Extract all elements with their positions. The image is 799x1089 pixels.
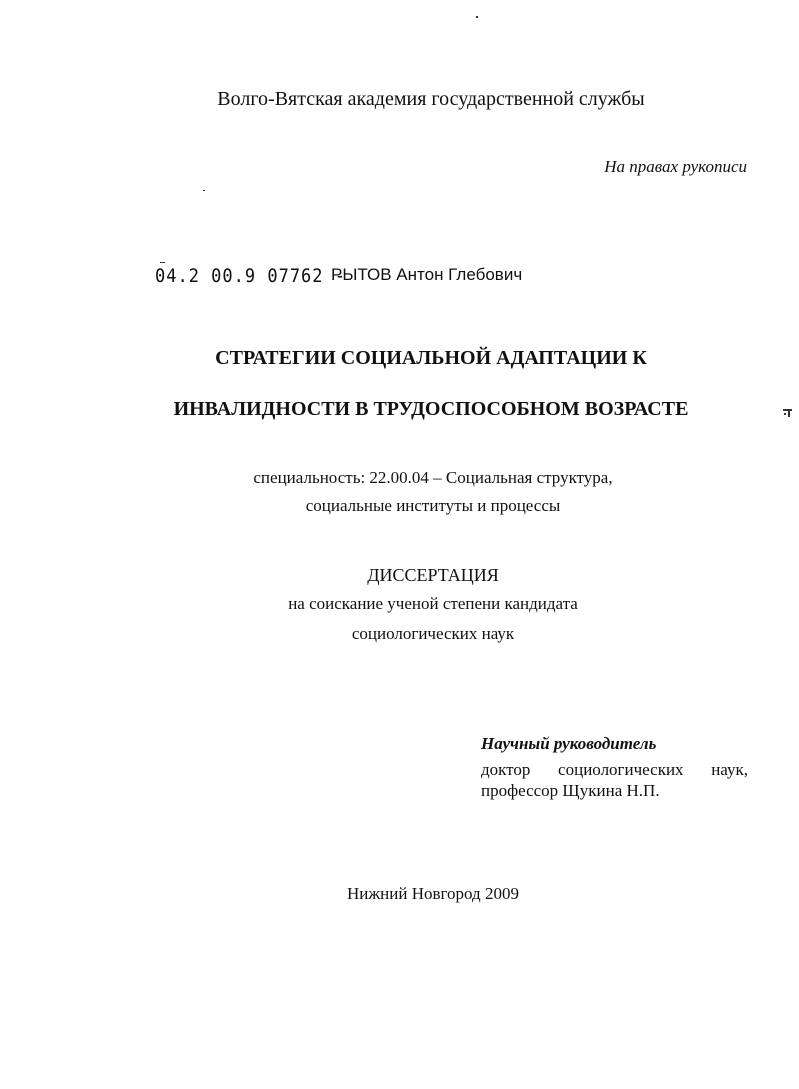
supervisor-heading: Научный руководитель — [481, 734, 657, 753]
work-type: ДИССЕРТАЦИЯ — [367, 565, 499, 585]
author-name: РЫТОВ Антон Глебович — [331, 265, 523, 284]
title-line-1: СТРАТЕГИИ СОЦИАЛЬНОЙ АДАПТАЦИИ К — [215, 347, 647, 369]
margin-mark-icon — [782, 406, 794, 418]
registration-number: 04.2 00.9 07762 - — [155, 265, 346, 288]
degree-line-1: на соискание ученой степени кандидата — [288, 594, 578, 613]
institution-name: Волго-Вятская академия государственной службы — [217, 88, 645, 110]
title-line-2: ИНВАЛИДНОСТИ В ТРУДОСПОСОБНОМ ВОЗРАСТЕ — [173, 398, 689, 420]
scan-speck — [203, 190, 205, 191]
specialty-line-1: специальность: 22.00.04 – Социальная структура, — [253, 468, 613, 487]
supervisor-name: профессор Щукина Н.П. — [481, 781, 660, 800]
specialty-line-2: социальные институты и процессы — [305, 496, 561, 515]
city-year: Нижний Новгород 2009 — [347, 884, 519, 903]
degree-line-2: социологических наук — [351, 624, 515, 643]
scan-speck — [476, 16, 478, 18]
scan-speck — [160, 262, 165, 263]
supervisor-degree: доктор социологических наук, — [481, 760, 748, 779]
rights-note: На правах рукописи — [604, 157, 747, 176]
